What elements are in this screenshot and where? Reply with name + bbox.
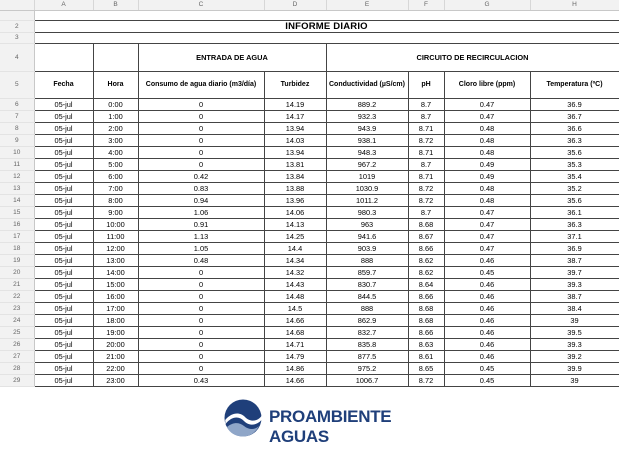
cell-fecha[interactable]: 05-jul: [34, 231, 93, 243]
cell-consumo[interactable]: 0.83: [138, 183, 264, 195]
cell-hora[interactable]: 13:00: [93, 255, 138, 267]
header-ph[interactable]: pH: [408, 72, 444, 99]
cell-hora[interactable]: 23:00: [93, 375, 138, 387]
cell-cloro-libre[interactable]: 0.47: [444, 111, 530, 123]
cell-conductividad[interactable]: 889.2: [326, 99, 408, 111]
table-row: [0, 255, 619, 267]
cell-turbidez[interactable]: 14.25: [264, 231, 326, 243]
table-row: [0, 363, 619, 375]
table-row: [0, 327, 619, 339]
cell-turbidez[interactable]: 14.66: [264, 315, 326, 327]
cell-conductividad[interactable]: 830.7: [326, 279, 408, 291]
cell-turbidez[interactable]: 14.66: [264, 375, 326, 387]
table-row: [0, 339, 619, 351]
cell-ph[interactable]: 8.62: [408, 267, 444, 279]
table-row: [0, 111, 619, 123]
cell-fecha[interactable]: 05-jul: [34, 339, 93, 351]
cell-cloro-libre[interactable]: 0.48: [444, 147, 530, 159]
cell-temperatura[interactable]: 36.1: [530, 207, 619, 219]
cell-turbidez[interactable]: 13.94: [264, 147, 326, 159]
cell-fecha[interactable]: 05-jul: [34, 363, 93, 375]
row-number[interactable]: 18: [0, 243, 34, 255]
blank-cell[interactable]: [34, 33, 619, 44]
header-turbidez[interactable]: Turbidez: [264, 72, 326, 99]
row-number[interactable]: 21: [0, 279, 34, 291]
cell-consumo[interactable]: 0: [138, 111, 264, 123]
cell-turbidez[interactable]: 13.94: [264, 123, 326, 135]
cell-ph[interactable]: 8.7: [408, 99, 444, 111]
cell-consumo[interactable]: 0: [138, 279, 264, 291]
cell-temperatura[interactable]: 36.3: [530, 219, 619, 231]
header-hora[interactable]: Hora: [93, 72, 138, 99]
row-number[interactable]: 7: [0, 111, 34, 123]
row-number[interactable]: 5: [0, 72, 34, 99]
cell-ph[interactable]: 8.66: [408, 243, 444, 255]
row-number[interactable]: 2: [0, 21, 34, 33]
row-number[interactable]: 22: [0, 291, 34, 303]
cell-conductividad[interactable]: 963: [326, 219, 408, 231]
cell-temperatura[interactable]: 35.3: [530, 159, 619, 171]
row-number[interactable]: 11: [0, 159, 34, 171]
cell-temperatura[interactable]: 39.3: [530, 279, 619, 291]
cell-conductividad[interactable]: 888: [326, 303, 408, 315]
cell-fecha[interactable]: 05-jul: [34, 123, 93, 135]
cell-turbidez[interactable]: 14.79: [264, 351, 326, 363]
cell-turbidez[interactable]: 14.34: [264, 255, 326, 267]
cell-conductividad[interactable]: 943.9: [326, 123, 408, 135]
cell-consumo[interactable]: 1.13: [138, 231, 264, 243]
cell-turbidez[interactable]: 14.4: [264, 243, 326, 255]
cell-conductividad[interactable]: 888: [326, 255, 408, 267]
cell-fecha[interactable]: 05-jul: [34, 147, 93, 159]
cell-hora[interactable]: 19:00: [93, 327, 138, 339]
table-row: [0, 207, 619, 219]
table-row: [0, 267, 619, 279]
cell-fecha[interactable]: 05-jul: [34, 207, 93, 219]
row-number[interactable]: 23: [0, 303, 34, 315]
cell-fecha[interactable]: 05-jul: [34, 219, 93, 231]
table-row: [0, 135, 619, 147]
cell-ph[interactable]: 8.68: [408, 303, 444, 315]
cell-ph[interactable]: 8.66: [408, 291, 444, 303]
cell-cloro-libre[interactable]: 0.46: [444, 327, 530, 339]
cell-consumo[interactable]: 0: [138, 267, 264, 279]
cell-fecha[interactable]: 05-jul: [34, 303, 93, 315]
cell-turbidez[interactable]: 13.84: [264, 171, 326, 183]
row-number[interactable]: 4: [0, 44, 34, 72]
cell-conductividad[interactable]: 844.5: [326, 291, 408, 303]
cell-ph[interactable]: 8.72: [408, 195, 444, 207]
cell-temperatura[interactable]: 35.6: [530, 195, 619, 207]
cell-hora[interactable]: 4:00: [93, 147, 138, 159]
cell-consumo[interactable]: 0: [138, 135, 264, 147]
cell-hora[interactable]: 14:00: [93, 267, 138, 279]
cell-consumo[interactable]: 1.06: [138, 207, 264, 219]
cell-consumo[interactable]: 0: [138, 315, 264, 327]
company-logo: [223, 398, 433, 446]
cell-fecha[interactable]: 05-jul: [34, 99, 93, 111]
table-row: [0, 195, 619, 207]
row-number[interactable]: 15: [0, 207, 34, 219]
cell-ph[interactable]: 8.66: [408, 327, 444, 339]
cell-ph[interactable]: 8.71: [408, 123, 444, 135]
table-row: [0, 375, 619, 387]
cell-consumo[interactable]: 0.91: [138, 219, 264, 231]
cell-hora[interactable]: 17:00: [93, 303, 138, 315]
cell-conductividad[interactable]: 877.5: [326, 351, 408, 363]
cell-hora[interactable]: 22:00: [93, 363, 138, 375]
cell-fecha[interactable]: 05-jul: [34, 315, 93, 327]
table-row: [0, 243, 619, 255]
cell-fecha[interactable]: 05-jul: [34, 243, 93, 255]
cell-turbidez[interactable]: 14.86: [264, 363, 326, 375]
cell-fecha[interactable]: 05-jul: [34, 135, 93, 147]
cell-cloro-libre[interactable]: 0.45: [444, 375, 530, 387]
cell-temperatura[interactable]: 36.9: [530, 243, 619, 255]
cell-turbidez[interactable]: 13.88: [264, 183, 326, 195]
cell-cloro-libre[interactable]: 0.48: [444, 195, 530, 207]
cell-consumo[interactable]: 0: [138, 123, 264, 135]
cell-ph[interactable]: 8.7: [408, 111, 444, 123]
cell-ph[interactable]: 8.64: [408, 279, 444, 291]
row-number[interactable]: 19: [0, 255, 34, 267]
cell-consumo[interactable]: 0: [138, 363, 264, 375]
cell-fecha[interactable]: 05-jul: [34, 327, 93, 339]
cell-hora[interactable]: 6:00: [93, 171, 138, 183]
cell-hora[interactable]: 9:00: [93, 207, 138, 219]
cell-cloro-libre[interactable]: 0.46: [444, 255, 530, 267]
cell-ph[interactable]: 8.7: [408, 159, 444, 171]
cell-hora[interactable]: 0:00: [93, 99, 138, 111]
cell-fecha[interactable]: 05-jul: [34, 183, 93, 195]
cell-cloro-libre[interactable]: 0.47: [444, 231, 530, 243]
cell-hora[interactable]: 7:00: [93, 183, 138, 195]
column-header[interactable]: C: [138, 0, 264, 11]
cell-temperatura[interactable]: 36.3: [530, 135, 619, 147]
cell-turbidez[interactable]: 14.13: [264, 219, 326, 231]
cell-temperatura[interactable]: 38.4: [530, 303, 619, 315]
cell-conductividad[interactable]: 903.9: [326, 243, 408, 255]
table-row: [0, 171, 619, 183]
cell-cloro-libre[interactable]: 0.46: [444, 315, 530, 327]
cell-consumo[interactable]: 0: [138, 327, 264, 339]
cell-cloro-libre[interactable]: 0.48: [444, 123, 530, 135]
cell-cloro-libre[interactable]: 0.46: [444, 291, 530, 303]
table-row: [0, 123, 619, 135]
cell-cloro-libre[interactable]: 0.47: [444, 219, 530, 231]
cell-temperatura[interactable]: 36.9: [530, 99, 619, 111]
cell-turbidez[interactable]: 13.81: [264, 159, 326, 171]
cell-conductividad[interactable]: 835.8: [326, 339, 408, 351]
cell-consumo[interactable]: 0: [138, 159, 264, 171]
title-row: [0, 21, 619, 33]
row-number[interactable]: 12: [0, 171, 34, 183]
cell-conductividad[interactable]: 941.6: [326, 231, 408, 243]
cell-ph[interactable]: 8.63: [408, 339, 444, 351]
cell-ph[interactable]: 8.71: [408, 147, 444, 159]
cell-conductividad[interactable]: 932.3: [326, 111, 408, 123]
row-number[interactable]: 26: [0, 339, 34, 351]
header-consumo[interactable]: Consumo de agua diario (m3/día): [138, 72, 264, 99]
cell-fecha[interactable]: 05-jul: [34, 171, 93, 183]
cell-temperatura[interactable]: 38.7: [530, 255, 619, 267]
cell-hora[interactable]: 16:00: [93, 291, 138, 303]
cell-temperatura[interactable]: 36.6: [530, 123, 619, 135]
cell-hora[interactable]: 5:00: [93, 159, 138, 171]
blank-cell[interactable]: [34, 44, 93, 72]
cell-turbidez[interactable]: 14.06: [264, 207, 326, 219]
column-header[interactable]: D: [264, 0, 326, 11]
table-row: [0, 183, 619, 195]
cell-ph[interactable]: 8.7: [408, 207, 444, 219]
header-conductividad[interactable]: Conductividad (µS/cm): [326, 72, 408, 99]
cell-conductividad[interactable]: 938.1: [326, 135, 408, 147]
cell-consumo[interactable]: 0.43: [138, 375, 264, 387]
cell-turbidez[interactable]: 13.96: [264, 195, 326, 207]
cell-temperatura[interactable]: 39.2: [530, 351, 619, 363]
cell-turbidez[interactable]: 14.43: [264, 279, 326, 291]
cell-temperatura[interactable]: 35.4: [530, 171, 619, 183]
table-row: [0, 159, 619, 171]
cell-hora[interactable]: 21:00: [93, 351, 138, 363]
table-row: [0, 99, 619, 111]
column-header[interactable]: E: [326, 0, 408, 11]
cell-cloro-libre[interactable]: 0.46: [444, 339, 530, 351]
blank-row: [0, 33, 619, 44]
cell-ph[interactable]: 8.61: [408, 351, 444, 363]
cell-conductividad[interactable]: 1006.7: [326, 375, 408, 387]
report-title[interactable]: INFORME DIARIO: [34, 21, 619, 33]
table-row: [0, 279, 619, 291]
cell-ph[interactable]: 8.65: [408, 363, 444, 375]
blank-cell[interactable]: [93, 44, 138, 72]
cell-turbidez[interactable]: 14.5: [264, 303, 326, 315]
cell-hora[interactable]: 15:00: [93, 279, 138, 291]
cell-ph[interactable]: 8.68: [408, 219, 444, 231]
column-header-row: [0, 0, 619, 11]
row-number[interactable]: 8: [0, 123, 34, 135]
row-number[interactable]: 3: [0, 33, 34, 44]
row-number[interactable]: 9: [0, 135, 34, 147]
cell-consumo[interactable]: 0.42: [138, 171, 264, 183]
cell-cloro-libre[interactable]: 0.49: [444, 171, 530, 183]
column-header[interactable]: F: [408, 0, 444, 11]
cell-fecha[interactable]: 05-jul: [34, 267, 93, 279]
cell-temperatura[interactable]: 36.7: [530, 111, 619, 123]
cell-fecha[interactable]: 05-jul: [34, 255, 93, 267]
blank-row: [0, 11, 619, 21]
header-fecha[interactable]: Fecha: [34, 72, 93, 99]
table-row: [0, 291, 619, 303]
column-header[interactable]: H: [530, 0, 619, 11]
cell-hora[interactable]: 8:00: [93, 195, 138, 207]
cell-fecha[interactable]: 05-jul: [34, 351, 93, 363]
cell-temperatura[interactable]: 39: [530, 315, 619, 327]
cell-temperatura[interactable]: 39: [530, 375, 619, 387]
cell-fecha[interactable]: 05-jul: [34, 111, 93, 123]
cell-conductividad[interactable]: 980.3: [326, 207, 408, 219]
cell-consumo[interactable]: 0: [138, 147, 264, 159]
cell-ph[interactable]: 8.62: [408, 255, 444, 267]
cell-hora[interactable]: 18:00: [93, 315, 138, 327]
cell-cloro-libre[interactable]: 0.45: [444, 363, 530, 375]
cell-hora[interactable]: 2:00: [93, 123, 138, 135]
water-wave-globe-icon: [223, 398, 265, 438]
cell-conductividad[interactable]: 862.9: [326, 315, 408, 327]
header-row: [0, 72, 619, 99]
cell-hora[interactable]: 1:00: [93, 111, 138, 123]
cell-hora[interactable]: 3:00: [93, 135, 138, 147]
column-header[interactable]: A: [34, 0, 93, 11]
cell-cloro-libre[interactable]: 0.47: [444, 207, 530, 219]
section-row: [0, 44, 619, 72]
table-row: [0, 231, 619, 243]
cell-cloro-libre[interactable]: 0.46: [444, 351, 530, 363]
cell-turbidez[interactable]: 14.17: [264, 111, 326, 123]
cell-cloro-libre[interactable]: 0.46: [444, 279, 530, 291]
row-number[interactable]: 13: [0, 183, 34, 195]
cell-temperatura[interactable]: 39.7: [530, 267, 619, 279]
row-number[interactable]: 20: [0, 267, 34, 279]
cell-turbidez[interactable]: 14.68: [264, 327, 326, 339]
cell-turbidez[interactable]: 14.32: [264, 267, 326, 279]
cell-ph[interactable]: 8.67: [408, 231, 444, 243]
cell-cloro-libre[interactable]: 0.48: [444, 135, 530, 147]
table-row: [0, 219, 619, 231]
cell-cloro-libre[interactable]: 0.47: [444, 243, 530, 255]
corner-cell[interactable]: [0, 0, 34, 11]
cell-turbidez[interactable]: 14.03: [264, 135, 326, 147]
cell-fecha[interactable]: 05-jul: [34, 375, 93, 387]
cell-ph[interactable]: 8.72: [408, 183, 444, 195]
table-row: [0, 147, 619, 159]
cell-turbidez[interactable]: 14.71: [264, 339, 326, 351]
cell-turbidez[interactable]: 14.19: [264, 99, 326, 111]
row-number[interactable]: 28: [0, 363, 34, 375]
row-number[interactable]: 6: [0, 99, 34, 111]
row-number[interactable]: 14: [0, 195, 34, 207]
cell-conductividad[interactable]: 975.2: [326, 363, 408, 375]
cell-fecha[interactable]: 05-jul: [34, 159, 93, 171]
row-number[interactable]: 27: [0, 351, 34, 363]
table-row: [0, 303, 619, 315]
row-number[interactable]: 29: [0, 375, 34, 387]
table-row: [0, 315, 619, 327]
cell-consumo[interactable]: 0.48: [138, 255, 264, 267]
row-number[interactable]: 24: [0, 315, 34, 327]
cell-ph[interactable]: 8.72: [408, 135, 444, 147]
cell-consumo[interactable]: 0: [138, 291, 264, 303]
row-number[interactable]: 16: [0, 219, 34, 231]
cell-consumo[interactable]: 0.94: [138, 195, 264, 207]
column-header[interactable]: B: [93, 0, 138, 11]
cell-cloro-libre[interactable]: 0.48: [444, 183, 530, 195]
cell-conductividad[interactable]: 859.7: [326, 267, 408, 279]
blank-cell[interactable]: [34, 11, 619, 21]
cell-conductividad[interactable]: 1011.2: [326, 195, 408, 207]
header-cloro-libre[interactable]: Cloro libre (ppm): [444, 72, 530, 99]
cell-conductividad[interactable]: 967.2: [326, 159, 408, 171]
cell-conductividad[interactable]: 1019: [326, 171, 408, 183]
cell-ph[interactable]: 8.68: [408, 315, 444, 327]
cell-temperatura[interactable]: 35.2: [530, 183, 619, 195]
cell-cloro-libre[interactable]: 0.45: [444, 267, 530, 279]
cell-consumo[interactable]: 0: [138, 99, 264, 111]
cell-ph[interactable]: 8.71: [408, 171, 444, 183]
cell-cloro-libre[interactable]: 0.49: [444, 159, 530, 171]
cell-hora[interactable]: 12:00: [93, 243, 138, 255]
cell-hora[interactable]: 10:00: [93, 219, 138, 231]
header-temperatura[interactable]: Temperatura (ºC): [530, 72, 619, 99]
table-row: [0, 351, 619, 363]
cell-temperatura[interactable]: 37.1: [530, 231, 619, 243]
cell-temperatura[interactable]: 39.9: [530, 363, 619, 375]
row-number[interactable]: 10: [0, 147, 34, 159]
cell-cloro-libre[interactable]: 0.46: [444, 303, 530, 315]
section-entrada-de-agua[interactable]: ENTRADA DE AGUA: [138, 44, 326, 72]
cell-consumo[interactable]: 0: [138, 303, 264, 315]
cell-conductividad[interactable]: 832.7: [326, 327, 408, 339]
row-number[interactable]: 17: [0, 231, 34, 243]
cell-consumo[interactable]: 1.05: [138, 243, 264, 255]
column-header[interactable]: G: [444, 0, 530, 11]
cell-temperatura[interactable]: 39.5: [530, 327, 619, 339]
cell-consumo[interactable]: 0: [138, 339, 264, 351]
cell-hora[interactable]: 11:00: [93, 231, 138, 243]
cell-fecha[interactable]: 05-jul: [34, 279, 93, 291]
cell-hora[interactable]: 20:00: [93, 339, 138, 351]
row-number[interactable]: [0, 11, 34, 21]
row-number[interactable]: 25: [0, 327, 34, 339]
section-circuito-recirculacion[interactable]: CIRCUITO DE RECIRCULACION: [326, 44, 619, 72]
brand-name: PROAMBIENTE AGUAS: [269, 407, 392, 446]
cell-cloro-libre[interactable]: 0.47: [444, 99, 530, 111]
cell-fecha[interactable]: 05-jul: [34, 195, 93, 207]
cell-conductividad[interactable]: 948.3: [326, 147, 408, 159]
cell-turbidez[interactable]: 14.48: [264, 291, 326, 303]
cell-consumo[interactable]: 0: [138, 351, 264, 363]
cell-conductividad[interactable]: 1030.9: [326, 183, 408, 195]
cell-temperatura[interactable]: 38.7: [530, 291, 619, 303]
cell-ph[interactable]: 8.72: [408, 375, 444, 387]
cell-fecha[interactable]: 05-jul: [34, 291, 93, 303]
cell-temperatura[interactable]: 35.6: [530, 147, 619, 159]
cell-temperatura[interactable]: 39.3: [530, 339, 619, 351]
